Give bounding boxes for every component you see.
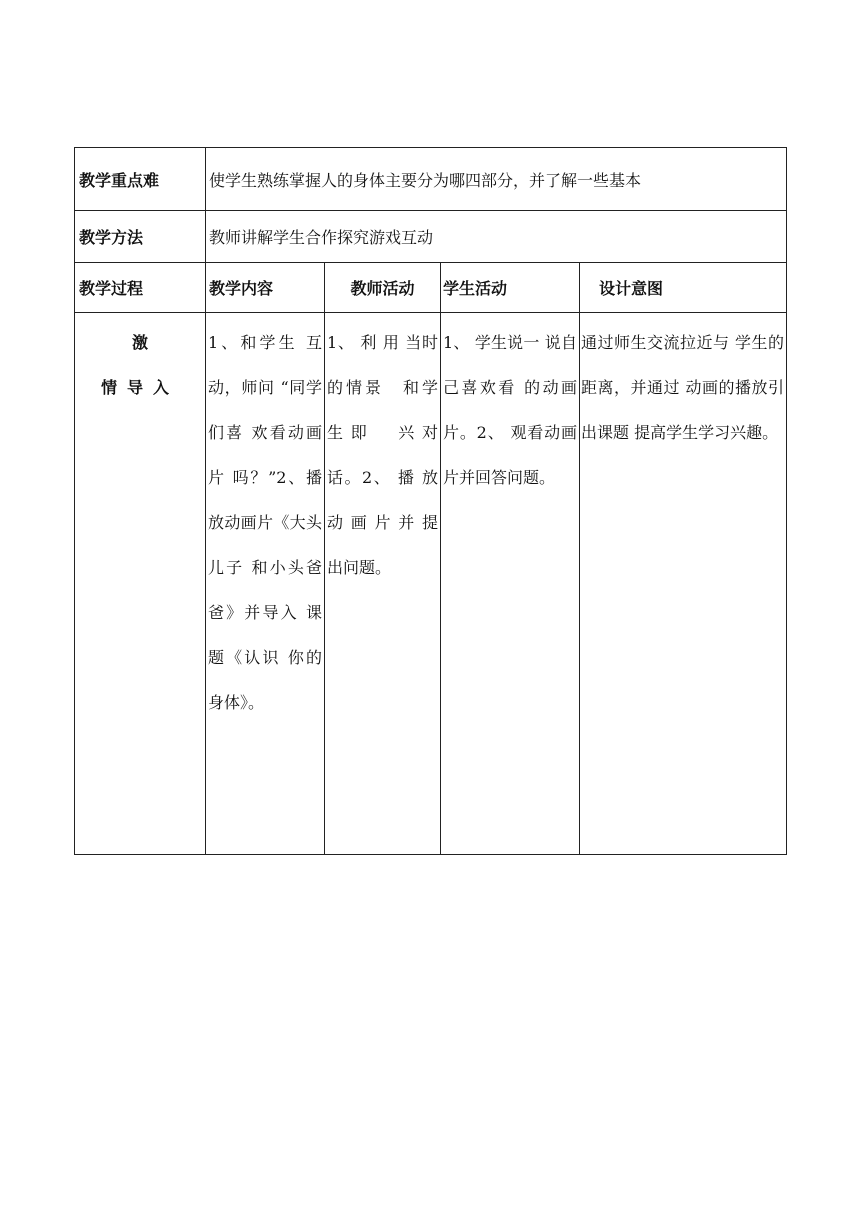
header-content: 教学内容 [206, 263, 325, 313]
row-method [75, 211, 787, 263]
row-stage-intro [75, 313, 787, 855]
stage-name-line2: 情导入 [100, 378, 179, 397]
stage-name [75, 313, 206, 855]
header-design-intent: 设计意图 [580, 263, 787, 313]
row-key-points [75, 148, 787, 211]
row-process-header [75, 263, 787, 313]
label-process: 教学过程 [75, 263, 206, 313]
lesson-plan-table [74, 147, 787, 855]
stage-design-intent: 通过师生交流拉近与 学生的距离，并通过 动画的播放引出课题 提高学生学习兴趣。 [580, 313, 787, 855]
key-points-content: 使学生熟练掌握人的身体主要分为哪四部分，并了解一些基本 [206, 148, 787, 211]
label-method: 教学方法 [75, 211, 206, 263]
header-student-activity: 学生活动 [441, 263, 580, 313]
label-key-points: 教学重点难 [75, 148, 206, 211]
header-teacher-activity: 教师活动 [325, 263, 441, 313]
stage-name-line1: 激 [131, 333, 148, 352]
method-content: 教师讲解学生合作探究游戏互动 [206, 211, 787, 263]
stage-content: 1、和学生 互动，师问 “同学们喜 欢看动画片 吗？”2、播 放动画片《大头儿子 和小头爸 爸》并导入 课题《认识 你的身体》。 [206, 313, 325, 855]
stage-teacher-activity: 1、 利 用 当时的情景 和学生即 兴对话。2、 播 放 动画片并提 出问题。 [325, 313, 441, 855]
stage-student-activity: 1、 学生说一 说自己喜欢看 的动画片。2、 观看动画 片并回答问题。 [441, 313, 580, 855]
